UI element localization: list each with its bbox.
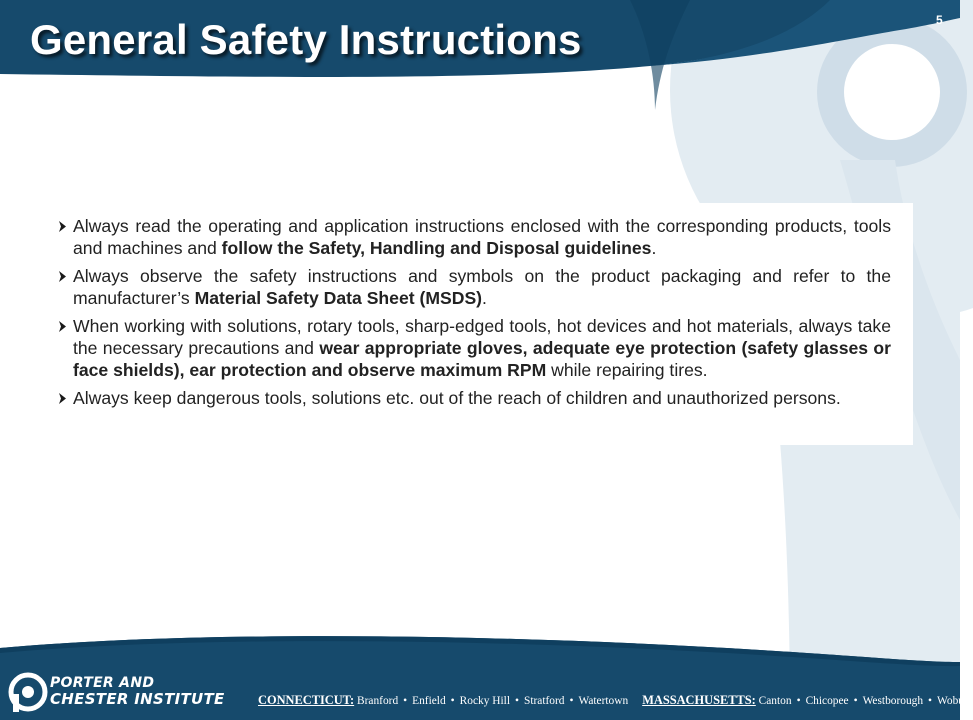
porter-chester-logo-icon bbox=[8, 672, 48, 712]
separator-dot: • bbox=[853, 695, 858, 707]
arrow-bullet-icon bbox=[58, 393, 67, 404]
instructions-panel bbox=[45, 203, 913, 445]
city-name: Westborough bbox=[862, 695, 924, 707]
state-label: CONNECTICUT: bbox=[258, 693, 355, 707]
brand-name-line1: PORTER AND bbox=[50, 675, 155, 691]
instruction-item bbox=[59, 215, 891, 259]
instruction-text: . bbox=[482, 288, 487, 308]
instruction-text: Always observe the safety instructions and symbols on the product packaging and refer to the manufacturer’s bbox=[73, 266, 891, 308]
state-label: MASSACHUSETTS: bbox=[642, 693, 756, 707]
instruction-item bbox=[59, 387, 891, 409]
instruction-text: When working with solutions, rotary tools, sharp-edged tools, hot devices and hot materials, always take the necessary precautions and bbox=[73, 316, 891, 358]
brand-name-line2: CHESTER INSTITUTE bbox=[50, 690, 225, 708]
city-name: Branford bbox=[357, 695, 399, 707]
separator-dot: • bbox=[569, 695, 574, 707]
arrow-bullet-icon bbox=[58, 321, 67, 332]
city-name: Watertown bbox=[578, 695, 629, 707]
separator-dot: • bbox=[928, 695, 933, 707]
instruction-emphasis: wear appropriate gloves, adequate eye protection (safety glasses or face shields), ear protection and observe maximum RPM bbox=[73, 338, 891, 380]
city-name: Rocky Hill bbox=[459, 695, 510, 707]
slide-title: General Safety Instructions bbox=[30, 16, 582, 63]
separator-dot: • bbox=[796, 695, 801, 707]
instruction-emphasis: Material Safety Data Sheet (MSDS) bbox=[194, 288, 483, 308]
city-name: Canton bbox=[758, 695, 792, 707]
slide-number: 5 bbox=[936, 13, 943, 27]
separator-dot: • bbox=[514, 695, 519, 707]
instruction-text: Always keep dangerous tools, solutions etc. out of the reach of children and unauthorized persons. bbox=[73, 388, 841, 408]
city-name: Stratford bbox=[523, 695, 565, 707]
separator-dot: • bbox=[450, 695, 455, 707]
arrow-bullet-icon bbox=[58, 221, 67, 232]
city-name: Enfield bbox=[412, 695, 446, 707]
instruction-emphasis: follow the Safety, Handling and Disposal guidelines bbox=[221, 238, 652, 258]
instruction-item bbox=[59, 265, 891, 309]
city-name: Chicopee bbox=[805, 695, 849, 707]
instruction-text: while repairing tires. bbox=[546, 360, 708, 380]
instruction-text: . bbox=[651, 238, 657, 258]
city-name: Woburn bbox=[937, 695, 973, 707]
instruction-text: Always read the operating and application instructions enclosed with the corresponding products, tools and machines and bbox=[73, 216, 891, 258]
instruction-item bbox=[59, 315, 891, 381]
separator-dot: • bbox=[403, 695, 408, 707]
instruction-list bbox=[59, 215, 891, 415]
arrow-bullet-icon bbox=[58, 271, 67, 282]
campus-locations bbox=[258, 693, 973, 708]
